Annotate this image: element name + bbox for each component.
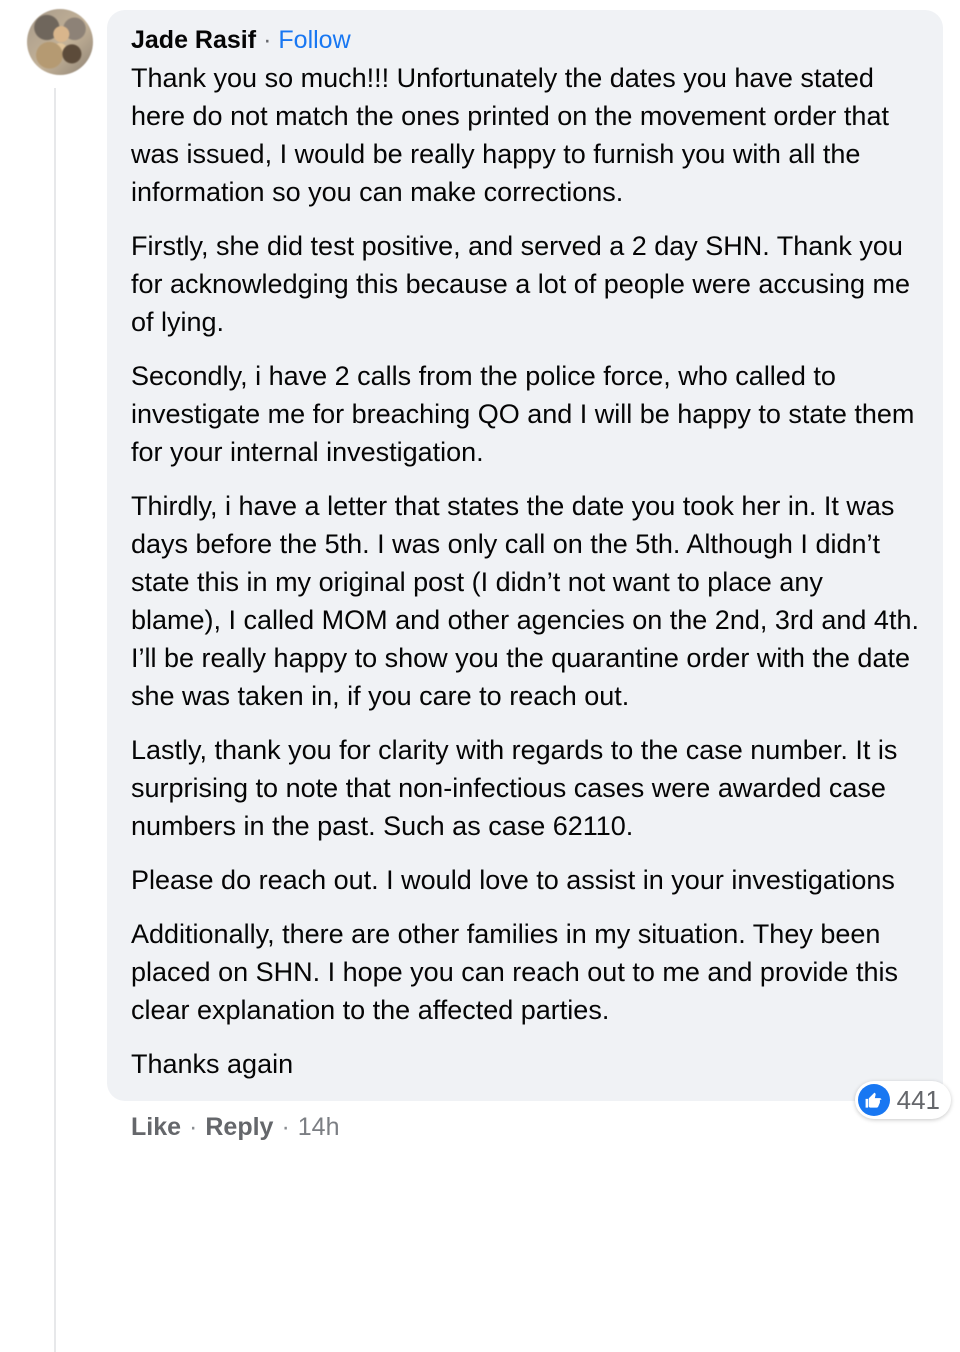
- comment-paragraph: Thank you so much!!! Unfortunately the dates you have stated here do not match the ones printed on the movement order that was issued, I would be really happy to furnish you with all the information so you can make corrections.: [131, 63, 889, 207]
- comment-footer: [131, 1112, 943, 1142]
- timestamp-link[interactable]: 14h: [297, 1113, 340, 1141]
- thread-line: [54, 88, 56, 1352]
- comment-paragraph: Please do reach out. I would love to assist in your investigations: [131, 865, 895, 895]
- comment: [107, 10, 943, 1142]
- thumbs-up-icon: [858, 1084, 890, 1116]
- comment-bubble: [107, 10, 943, 1115]
- footer-separator: ·: [281, 1113, 290, 1141]
- reply-button[interactable]: Reply: [205, 1113, 274, 1141]
- comment-paragraph: Additionally, there are other families in my situation. They been placed on SHN. I hope you can reach out to me and provide this clear explanation to the affected parties.: [131, 919, 898, 1025]
- comment-paragraph: Lastly, thank you for clarity with regards to the case number. It is surprising to note that non-infectious cases were awarded case numbers in the past. Such as case 62110.: [131, 735, 898, 841]
- comment-paragraph: Thanks again: [131, 1049, 294, 1079]
- comment-header: [131, 25, 919, 56]
- reaction-count: 441: [896, 1084, 940, 1115]
- author-name[interactable]: Jade Rasif: [131, 26, 257, 54]
- like-button[interactable]: Like: [131, 1113, 182, 1141]
- header-separator: ·: [263, 26, 272, 54]
- comment-paragraph: Secondly, i have 2 calls from the police force, who called to investigate me for breaching QO and I will be happy to state them for your internal investigation.: [131, 361, 915, 467]
- follow-link[interactable]: Follow: [278, 26, 351, 54]
- reaction-count-pill[interactable]: [855, 1081, 951, 1119]
- comment-paragraph: Firstly, she did test positive, and served a 2 day SHN. Thank you for acknowledging this because a lot of people were accusing me of lying.: [131, 231, 910, 337]
- footer-separator: ·: [189, 1113, 198, 1141]
- avatar[interactable]: [27, 9, 93, 75]
- comment-paragraph: Thirdly, i have a letter that states the date you took her in. It was days before the 5th. I was only call on the 5th. Although I didn’t state this in my original post (I didn’t not want to place any blame), I called MOM and other agencies on the 2nd, 3rd and 4th. I’ll be really happy to show you the quarantine order with the date she was taken in, if you care to reach out.: [131, 491, 919, 711]
